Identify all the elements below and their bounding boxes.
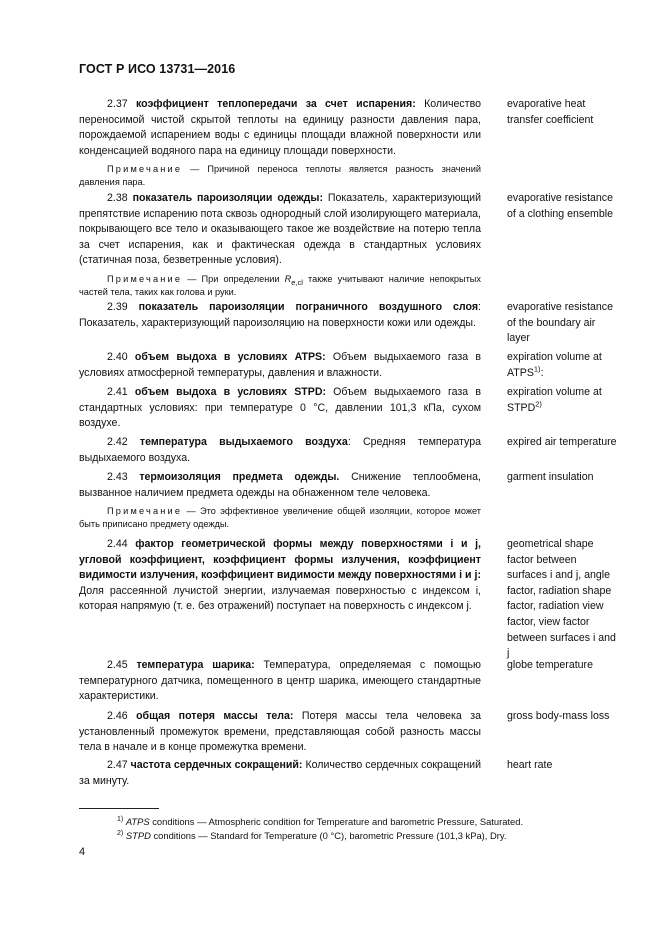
term-definition-ru — [79, 191, 481, 299]
term-text: Объем выдыхаемого газа в стандартных условиях: при температуре 0 °С, давлении 101,3 кПа, сухом воздухе. — [79, 386, 481, 430]
term-title: объем выдоха в условиях ATPS: — [134, 351, 326, 363]
term-definition-ru — [79, 97, 481, 189]
term-title: общая потеря массы тела: — [136, 710, 294, 722]
note-label: Примечание — [107, 164, 183, 175]
term-number: 2.38 — [107, 192, 128, 204]
term-definition-ru — [79, 758, 481, 789]
term-english: gross body-mass loss — [507, 710, 610, 722]
term-title: термоизоляция предмета одежды. — [139, 471, 340, 483]
term-text: Количество сердечных сокращений за минуту. — [79, 759, 482, 787]
term-number: 2.39 — [107, 301, 128, 313]
term-english: heart rate — [507, 759, 553, 771]
term-text: Объем выдыхаемого газа в условиях атмосферной температуры, давления и влажности. — [79, 351, 481, 379]
term-definition-ru — [79, 385, 481, 432]
term-number: 2.44 — [107, 538, 128, 550]
footnote-text: conditions — Atmospheric condition for Temperature and barometric Pressure, Saturated. — [149, 816, 524, 827]
term-english — [507, 350, 619, 381]
term-number: 2.45 — [107, 659, 128, 671]
footnote-ref: 2) — [535, 399, 542, 409]
footnote-1 — [117, 815, 523, 828]
document-header: ГОСТ Р ИСО 13731—2016 — [79, 62, 236, 76]
note-subscript: e,cl — [291, 277, 303, 287]
term-number: 2.46 — [107, 710, 128, 722]
term-number: 2.47 — [107, 759, 128, 771]
term-number: 2.43 — [107, 471, 128, 483]
term-title: объем выдоха в условиях STPD: — [134, 386, 326, 398]
term-definition-ru — [79, 350, 481, 381]
term-note — [79, 505, 481, 531]
term-english: evaporative resistance of the boundary air layer — [507, 301, 613, 345]
term-definition-ru — [79, 300, 481, 331]
note-variable: R — [284, 273, 292, 284]
term-english: expired air temperature — [507, 436, 617, 448]
term-title: показатель пароизоляции одежды: — [132, 192, 323, 204]
term-english-tail: : — [540, 366, 544, 379]
term-text: Показатель, характеризующий препятствие испарению пота сквозь однородный слой изолирующего материала, покрывающего все тело и оказывающего такое же воздействие на потерю тепла за счет испарения, как и фактическая одежда в стандартных условиях (статичная поза, безветренные условия). — [79, 192, 481, 267]
footnote-text: conditions — Standard for Temperature (0 °C), barometric Pressure (101,3 kPa), Dry. — [150, 830, 507, 841]
footnote-divider — [79, 808, 159, 809]
term-english — [507, 385, 619, 416]
footnote-mark: 1) — [117, 816, 124, 823]
term-definition-ru — [79, 470, 481, 531]
term-english: globe temperature — [507, 659, 593, 671]
footnote-abbr: ATPS — [125, 816, 150, 827]
term-english: geometrical shape factor between surfaces i and j, angle factor, radiation shape factor, radiation view factor, view factor between surfaces i and j — [507, 538, 616, 660]
footnote-ref: 1) — [533, 364, 541, 374]
term-title: температура шарика: — [136, 659, 255, 671]
term-text: : Показатель, характеризующий пароизоляцию на поверхности кожи или одежды. — [79, 301, 481, 329]
term-number: 2.40 — [107, 351, 128, 363]
term-text: Снижение теплообмена, вызванное наличием предмета одежды на обнаженном теле человека. — [79, 471, 481, 499]
term-number: 2.42 — [107, 436, 128, 448]
term-english: evaporative resistance of a clothing ensemble — [507, 192, 614, 220]
note-label: Примечание — [107, 506, 183, 517]
note-text-a: — При определении — [182, 273, 285, 284]
term-text: Доля рассеянной лучистой энергии, излучаемая поверхностью с индексом i, которая напрямую (т. е. без отражений) поступает на поверхность с индексом j. — [79, 584, 481, 613]
term-title: температура выдыхаемого воздуха — [139, 436, 348, 448]
term-text: : Средняя температура выдыхаемого воздуха. — [79, 436, 481, 464]
term-text: Температура, определяемая с помощью температурного датчика, помещенного в центр шарика, имеющего стандартные характеристики. — [79, 659, 481, 703]
term-title: фактор геометрической формы между поверхностями i и j, угловой коэффициент, коэффициент формы излучения, коэффициент видимости излучения, коэффициент видимости между поверхностями i и j: — [79, 538, 481, 582]
term-english-text: expiration volume at STPD — [507, 386, 602, 414]
term-note — [79, 163, 481, 189]
note-text: — Причиной переноса теплоты является разность значений давления пара. — [79, 164, 481, 188]
term-english: evaporative heat transfer coefficient — [507, 98, 594, 126]
term-title: показатель пароизоляции пограничного воздушного слоя — [138, 301, 479, 313]
term-title: коэффициент теплопередачи за счет испарения: — [135, 98, 416, 110]
term-number: 2.41 — [107, 386, 128, 398]
note-text: — Это эффективное увеличение общей изоляции, которое может быть приписано предмету одежды. — [79, 506, 481, 530]
term-english: garment insulation — [507, 471, 594, 483]
footnote-mark: 2) — [117, 830, 124, 837]
footnote-2 — [117, 829, 506, 842]
term-definition-ru — [79, 435, 481, 466]
term-note — [79, 273, 481, 299]
term-definition-ru — [79, 709, 481, 756]
note-text-b: также учитывают наличие непокрытых частей тела, таких как голова и руки. — [79, 273, 481, 297]
term-text: Количество переносимой чистой скрытой теплоты на единицу разности давления пара, порождаемой испарением воды с единицы площади влажной поверхности или конденсацией водяного пара на единицу площади поверхности. — [79, 98, 481, 157]
term-text: Потеря массы тела человека за установленный промежуток времени, представляющая собой разность массы тела в начале и в конце промежутка времени. — [79, 710, 481, 754]
term-english-text: expiration volume at ATPS — [507, 351, 602, 379]
footnote-abbr: STPD — [125, 830, 151, 841]
page-number: 4 — [79, 846, 86, 858]
term-definition-ru — [79, 658, 481, 705]
term-number: 2.37 — [107, 98, 128, 110]
term-title: частота сердечных сокращений: — [130, 759, 303, 771]
note-label: Примечание — [107, 273, 183, 284]
term-definition-ru — [79, 537, 481, 615]
